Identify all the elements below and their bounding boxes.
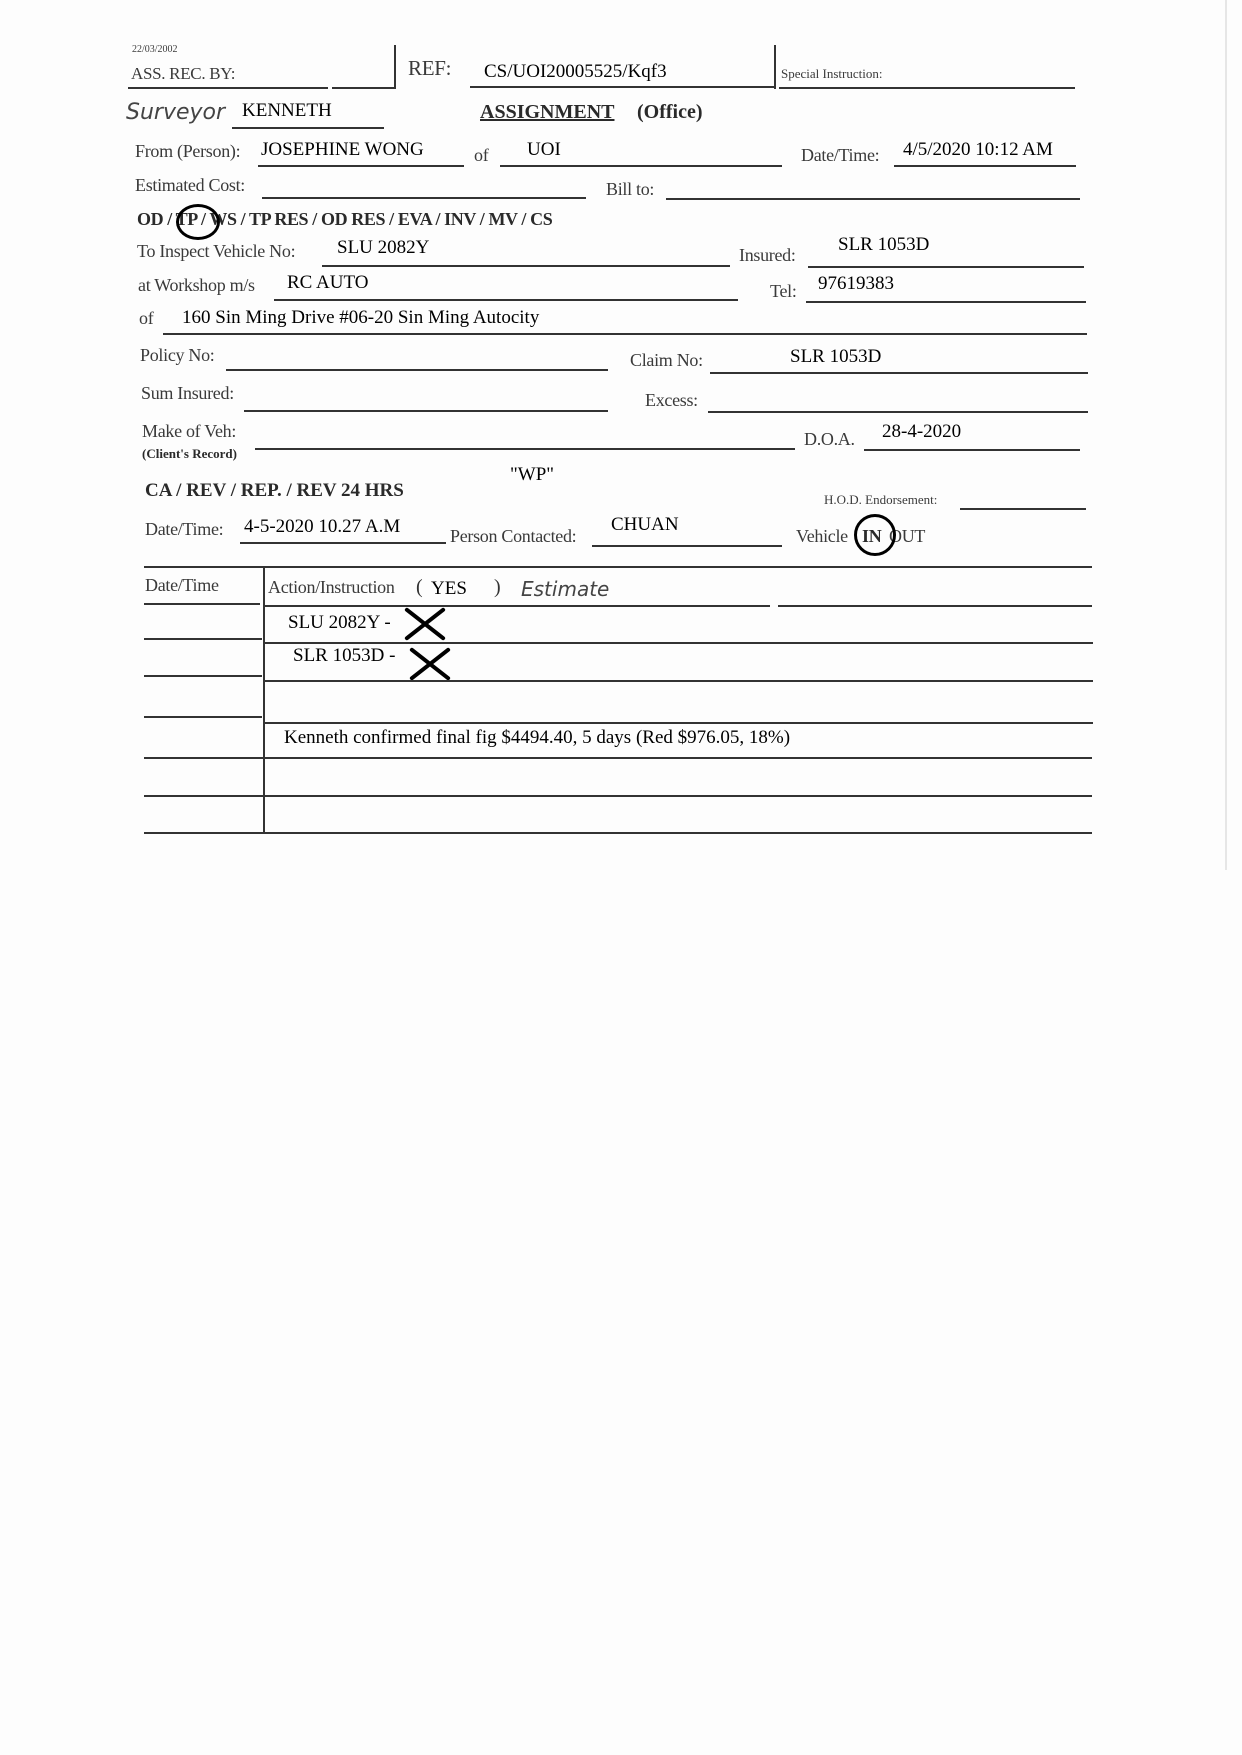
insured-label: Insured: xyxy=(739,245,796,265)
surveyor-line xyxy=(232,127,384,129)
contact-datetime-value: 4-5-2020 10.27 A.M xyxy=(244,516,401,537)
yes-value: YES xyxy=(431,578,467,599)
claim-no-label: Claim No: xyxy=(630,350,703,370)
inspect-vehicle-label: To Inspect Vehicle No: xyxy=(137,241,296,261)
table-top-line xyxy=(144,566,1092,568)
from-datetime-value: 4/5/2020 10:12 AM xyxy=(903,139,1053,160)
person-contacted-line xyxy=(592,545,782,547)
wp-note: "WP" xyxy=(510,464,555,485)
estimated-cost-label: Estimated Cost: xyxy=(135,175,245,195)
table-row-vehicle-2: SLR 1053D - xyxy=(293,645,396,666)
vehicle-in-circle-mark xyxy=(854,514,896,556)
ref-line xyxy=(470,86,774,88)
vehicle-out-option: OUT xyxy=(889,526,926,546)
workshop-value: RC AUTO xyxy=(287,272,369,293)
estimate-note: Estimate xyxy=(521,577,610,601)
insured-value: SLR 1053D xyxy=(838,234,930,255)
final-figure-note: Kenneth confirmed final fig $4494.40, 5 days (Red $976.05, 18%) xyxy=(284,727,791,748)
insured-line xyxy=(808,266,1084,268)
scan-edge xyxy=(1225,0,1227,870)
bill-to-line xyxy=(666,198,1080,200)
from-person-value: JOSEPHINE WONG xyxy=(261,139,424,160)
table-row-line-3b xyxy=(263,680,1093,682)
policy-no-label: Policy No: xyxy=(140,345,215,365)
from-person-line xyxy=(258,165,464,167)
person-contacted-label: Person Contacted: xyxy=(450,526,577,546)
inspect-vehicle-value: SLU 2082Y xyxy=(337,237,430,258)
table-row-line-3a xyxy=(144,675,262,677)
cross-mark-2 xyxy=(407,646,453,682)
table-row-line-2a xyxy=(144,638,262,640)
table-row-vehicle-1: SLU 2082Y - xyxy=(288,612,391,633)
table-row-line-4b xyxy=(263,722,1093,724)
ass-rec-by-line xyxy=(128,87,328,89)
policy-no-line xyxy=(226,369,608,371)
address-label: of xyxy=(139,308,154,328)
doa-label: D.O.A. xyxy=(804,429,855,449)
from-datetime-label: Date/Time: xyxy=(801,145,880,165)
tel-value: 97619383 xyxy=(818,273,894,294)
table-row-line-1c xyxy=(778,605,1092,607)
table-row-line-1b xyxy=(265,605,770,607)
excess-line xyxy=(708,411,1088,413)
table-row-line-2b xyxy=(263,642,1093,644)
special-instruction-line xyxy=(779,87,1075,89)
claim-no-value: SLR 1053D xyxy=(790,346,882,367)
special-instruction-label: Special Instruction: xyxy=(781,66,883,81)
vehicle-in-option: IN xyxy=(862,526,882,546)
doa-value: 28-4-2020 xyxy=(882,421,962,442)
surveyor-label: Surveyor xyxy=(126,100,226,125)
form-title: ASSIGNMENT xyxy=(480,101,615,123)
of-line xyxy=(500,165,782,167)
table-row-line-1a xyxy=(144,603,260,605)
table-bottom-line xyxy=(144,832,1092,834)
review-codes: CA / REV / REP. / REV 24 HRS xyxy=(145,480,404,501)
claim-no-line xyxy=(710,372,1088,374)
of-value: UOI xyxy=(527,139,561,160)
header-divider-1 xyxy=(394,45,396,89)
table-header-action: Action/Instruction xyxy=(268,577,395,597)
table-row-line-5 xyxy=(144,757,1092,759)
vehicle-label: Vehicle xyxy=(796,526,848,546)
doa-line xyxy=(864,449,1080,451)
from-person-label: From (Person): xyxy=(135,141,241,161)
ref-value: CS/UOI20005525/Kqf3 xyxy=(484,61,667,82)
table-header-datetime: Date/Time xyxy=(145,575,219,595)
ass-rec-by-line-2 xyxy=(332,87,394,89)
ref-label: REF: xyxy=(408,56,452,80)
table-row-line-4a xyxy=(144,716,262,718)
table-header-paren-open: ( xyxy=(416,576,423,598)
inspect-vehicle-line xyxy=(322,265,730,267)
cross-mark-1 xyxy=(402,606,448,642)
person-contacted-value: CHUAN xyxy=(611,514,679,535)
claim-type-codes: OD / TP / WS / TP RES / OD RES / EVA / INV / MV / CS xyxy=(137,209,553,229)
bill-to-label: Bill to: xyxy=(606,179,655,199)
make-of-veh-label: Make of Veh: xyxy=(142,421,237,441)
sum-insured-label: Sum Insured: xyxy=(141,383,234,403)
form-subtitle: (Office) xyxy=(637,101,703,123)
sum-insured-line xyxy=(244,410,608,412)
excess-label: Excess: xyxy=(645,390,698,410)
tel-line xyxy=(806,301,1086,303)
hod-endorsement-label: H.O.D. Endorsement: xyxy=(824,492,938,507)
workshop-line xyxy=(274,299,738,301)
clients-record-label: (Client's Record) xyxy=(142,446,237,461)
contact-datetime-label: Date/Time: xyxy=(145,519,224,539)
header-divider-2 xyxy=(774,45,776,89)
contact-datetime-line xyxy=(240,542,446,544)
table-header-paren-close: ) xyxy=(494,576,501,598)
hod-endorsement-line xyxy=(960,508,1086,510)
of-label: of xyxy=(474,145,489,165)
date-stamp: 22/03/2002 xyxy=(132,44,178,55)
address-value: 160 Sin Ming Drive #06-20 Sin Ming Autocity xyxy=(182,307,540,328)
make-of-veh-line xyxy=(255,448,795,450)
surveyor-value: KENNETH xyxy=(242,100,332,121)
table-row-line-6 xyxy=(144,795,1092,797)
estimated-cost-line xyxy=(262,197,586,199)
ass-rec-by-label: ASS. REC. BY: xyxy=(131,64,236,83)
tel-label: Tel: xyxy=(770,281,797,301)
workshop-label: at Workshop m/s xyxy=(138,275,255,295)
tp-circle-mark xyxy=(176,204,220,240)
address-line xyxy=(163,333,1087,335)
from-datetime-line xyxy=(894,165,1076,167)
